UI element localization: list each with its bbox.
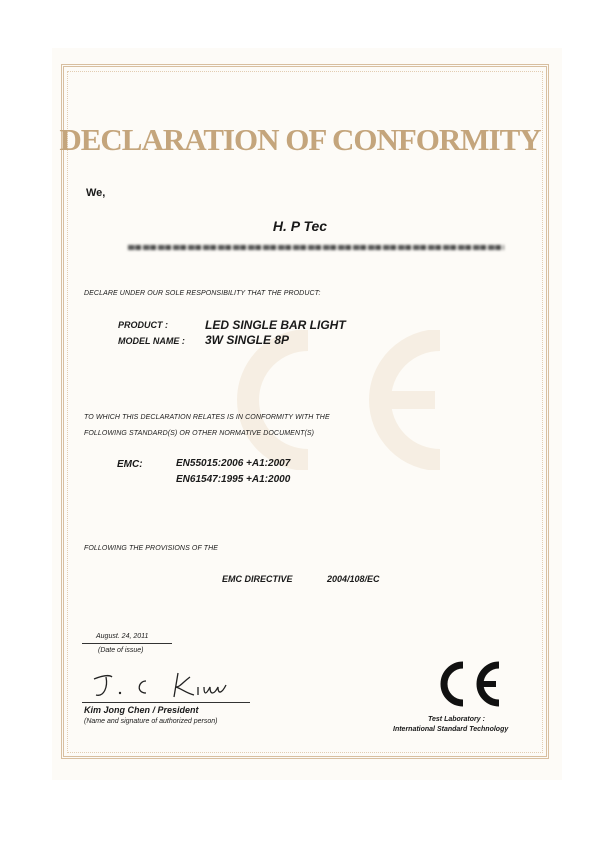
declare-statement: DECLARE UNDER OUR SOLE RESPONSIBILITY THAT THE PRODUCT: [84,290,321,297]
product-value: LED SINGLE BAR LIGHT [205,318,346,332]
handwritten-signature [86,665,236,703]
model-label: MODEL NAME : [118,336,185,346]
date-underline [82,643,172,644]
test-lab-label: Test Laboratory : [428,716,485,723]
signature-underline [82,702,250,703]
company-address [128,243,504,253]
model-value: 3W SINGLE 8P [205,333,290,347]
provisions-statement: FOLLOWING THE PROVISIONS OF THE [84,545,219,552]
signer-name: Kim Jong Chen / President [84,705,199,715]
conformity-statement-line2: FOLLOWING STANDARD(S) OR OTHER NORMATIVE DOCUMENT(S) [84,430,315,437]
directive-value: 2004/108/EC [327,574,380,584]
ce-watermark-icon [190,330,450,470]
emc-standard: EN61547:1995 +A1:2000 [176,474,291,485]
document-title: DECLARATION OF CONFORMITY [59,122,541,157]
test-lab-name: International Standard Technology [393,726,509,733]
conformity-statement-line1: TO WHICH THIS DECLARATION RELATES IS IN CONFORMITY WITH THE [84,414,330,421]
issue-date: August. 24, 2011 [96,633,149,640]
company-name: H. P Tec [272,218,328,234]
ce-mark-icon [432,660,504,708]
emc-label: EMC: [117,459,143,470]
directive-label: EMC DIRECTIVE [222,574,293,584]
emc-standard: EN55015:2006 +A1:2007 [176,458,291,469]
we-label: We, [86,187,106,199]
product-label: PRODUCT : [118,320,168,330]
issue-date-caption: (Date of issue) [98,647,144,654]
signer-caption: (Name and signature of authorized person) [84,718,218,725]
